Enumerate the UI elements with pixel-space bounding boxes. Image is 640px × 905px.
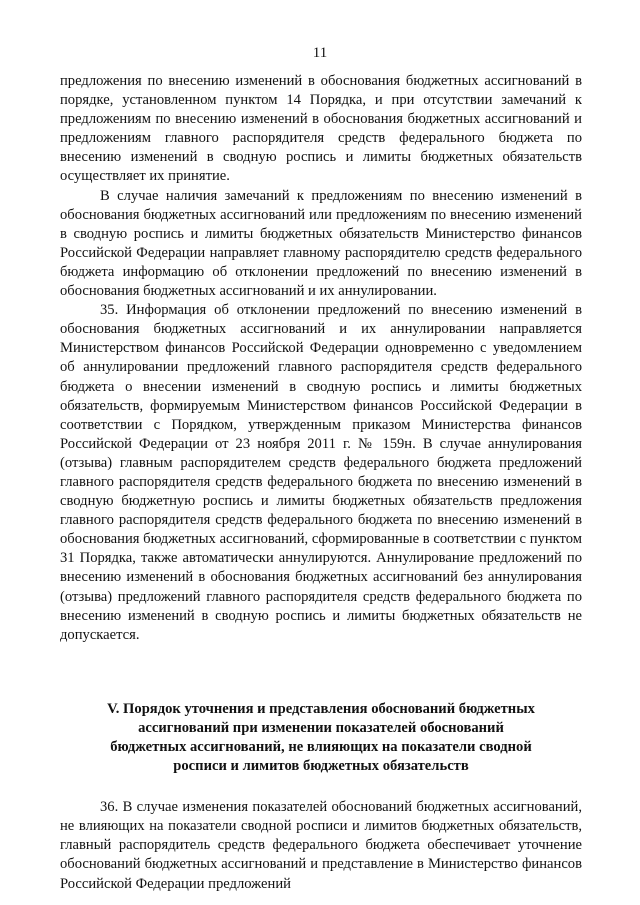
paragraph-item-35: 35. Информация об отклонении предложений по внесению изменений в обоснования бюджетных ассигнований и их аннулировании направляется Министерством финансов Российской Федерации одновременно с уведомлением об аннулировании предложений главного распорядителя средств федерального бюджета о внесении изменений в сводную роспись и лимиты бюджетных обязательств, формируемым Министерством финансов Российской Федерации в соответствии с Порядком, утвержденным приказом Министерства финансов Российской Федерации от 23 ноября 2011 г. № 159н. В случае аннулирования (отзыва) главным распорядителем средств федерального бюджета предложений главного распорядителя средств федерального бюджета по внесению изменений в сводную бюджетную роспись и лимиты бюджетных обязательств предложения главного распорядителя средств федерального бюджета по внесению изменений в обоснования бюджетных ассигнований, сформированные в соответствии с пунктом 31 Порядка, также автоматически аннулируются. Аннулирование предложений по внесению изменений в обоснования бюджетных ассигнований без аннулирования (отзыва) предложений главного распорядителя средств федерального бюджета по внесению изменений в сводную роспись и лимиты бюджетных обязательств не допускается. [60, 302, 582, 643]
document-body [60, 72, 582, 894]
section-heading-line: ассигнований при изменении показателей обоснований [138, 719, 504, 736]
section-heading-line: V. Порядок уточнения и представления обоснований бюджетных [107, 700, 535, 717]
section-heading-line: бюджетных ассигнований, не влияющих на показатели сводной [110, 739, 532, 755]
paragraph-remarks: В случае наличия замечаний к предложениям по внесению изменений в обоснования бюджетных ассигнований или предложениям по внесению изменений в сводную роспись и лимиты бюджетных обязательств Министерство финансов Российской Федерации направляет главному распорядителю средств федерального бюджета информацию об отклонении предложений по внесению изменений в обоснования бюджетных ассигнований и их аннулировании. [60, 187, 582, 300]
paragraph-continuation: предложения по внесению изменений в обоснования бюджетных ассигнований в порядке, установленном пунктом 14 Порядка, и при отсутствии замечаний к предложениям по внесению изменений в обоснования бюджетных ассигнований и предложениям главного распорядителя средств федерального бюджета по внесению изменений в сводную роспись и лимиты бюджетных обязательств осуществляет их принятие. [60, 73, 582, 185]
section-heading-line: росписи и лимитов бюджетных обязательств [173, 758, 469, 775]
section-heading [60, 700, 582, 776]
page-number: 11 [312, 45, 328, 61]
paragraph-item-36: 36. В случае изменения показателей обоснований бюджетных ассигнований, не влияющих на показатели сводной росписи и лимитов бюджетных обязательств, главный распорядитель средств федерального бюджета обеспечивает уточнение обоснований бюджетных ассигнований и представление в Министерство финансов Российской Федерации предложений [60, 799, 582, 892]
